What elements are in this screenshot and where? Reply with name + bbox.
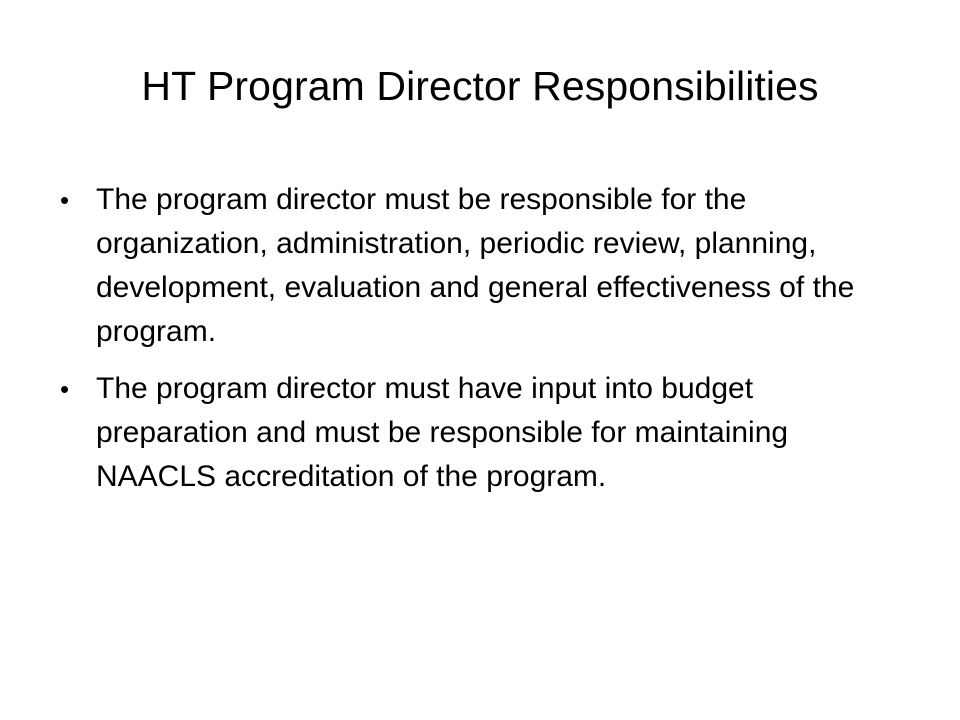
bullet-marker: • [60,374,70,404]
bullet-list [58,178,888,512]
bullet-marker: • [60,185,70,215]
bullet-text: The program director must have input into budget preparation and must be responsible for maintaining NAACLS accreditation of the program. [96,372,789,493]
bullet-text: The program director must be responsible for the organization, administration, periodic review, planning, development, evaluation and general effectiveness of the program. [96,183,855,348]
bullet-item [58,367,888,499]
slide-title: HT Program Director Responsibilities [141,63,819,109]
bullet-item [58,178,888,354]
